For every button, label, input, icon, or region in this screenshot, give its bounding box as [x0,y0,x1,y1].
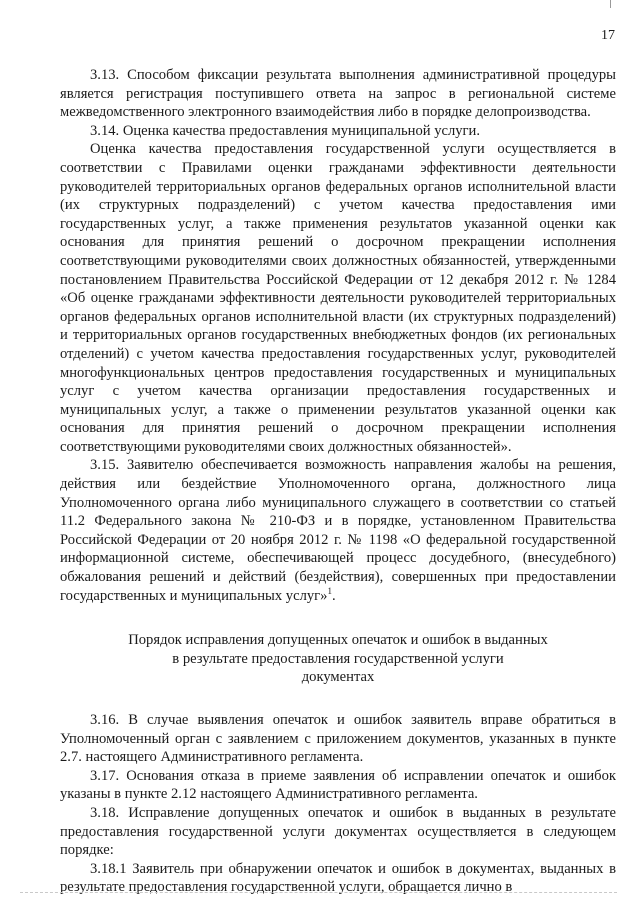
paragraph-3-18: 3.18. Исправление допущенных опечаток и ошибок в выданных в результате предоставления государственной услуги документах осуществляется в следующем порядке: [60,804,616,859]
paragraph-3-15-end: . [331,587,336,604]
paragraph-3-18-1: 3.18.1 Заявитель при обнаружении опечаток и ошибок в документах, выданных в результате предоставления государственной услуги, обращается лично в [60,860,616,896]
paragraph-3-15-text: 3.15. Заявителю обеспечивается возможность направления жалобы на решения, действия или бездействие Уполномоченного органа, должностного лица Уполномоченного органа либо муниципального служащего в соответствии со статьей 11.2 Федерального закона № 210-ФЗ и в порядке, установленном Правительства Российской Федерации от 20 ноября 2012 г. № 1198 «О федеральной государственной информационной системе, обеспечивающей процесс досудебного, (внесудебного) обжалования решений и действий (бездействия), совершенных при предоставлении государственных и муниципальных услуг» [60,457,616,604]
paragraph-3-13: 3.13. Способом фиксации результата выполнения административной процедуры является регистрация поступившего ответа на запрос в региональной системе межведомственного электронного взаимодействия либо в порядке делопроизводства. [60,67,616,121]
footnote-reference: 1 [327,585,332,596]
paragraph-3-15 [60,456,616,605]
page-number: 17 [601,28,615,43]
section-heading-line-1: Порядок исправления допущенных опечаток и ошибок в выданных [128,632,548,649]
paragraph-3-16: 3.16. В случае выявления опечаток и ошибок заявитель вправе обратиться в Уполномоченный орган с заявлением с приложением документов, указанных в пункте 2.7. настоящего Административного регламента. [60,712,616,766]
section-heading-line-2: в результате предоставления государственной услуги [172,650,504,667]
document-body [60,66,616,897]
paragraph-3-14: 3.14. Оценка качества предоставления муниципальной услуги. [90,122,481,139]
paragraph-quality-assessment: Оценка качества предоставления государственной услуги осуществляется в соответствии с Правилами оценки гражданами эффективности деятельности руководителей территориальных органов федеральных органов исполнительной власти (их структурных подразделений) с учетом качества предоставления ими государственных услуг, а также применения результатов указанной оценки как основания для принятия решений о досрочном прекращении исполнения соответствующими руководителями своих должностных обязанностей, утвержденными постановлением Правительства Российской Федерации от 12 декабря 2012 г. № 1284 «Об оценке гражданами эффективности деятельности руководителей территориальных органов федеральных органов исполнительной власти (их структурных подразделений) и территориальных органов государственных внебюджетных фондов (их региональных отделений) с учетом качества предоставления государственных услуг, руководителей многофункциональных центров предоставления государственных и муниципальных услуг с учетом качества организации предоставления государственных и муниципальных услуг, а также о применении результатов указанной оценки как основания для принятия решений о досрочном прекращении исполнения соответствующими руководителями своих должностных обязанностей». [60,141,616,455]
page-bottom-edge [20,892,617,893]
section-heading [60,631,616,687]
paragraph-3-17: 3.17. Основания отказа в приеме заявления об исправлении опечаток и ошибок указаны в пункте 2.12 настоящего Административного регламента. [60,767,616,803]
section-heading-line-3: документах [301,669,375,686]
page-edge-mark [610,0,611,8]
